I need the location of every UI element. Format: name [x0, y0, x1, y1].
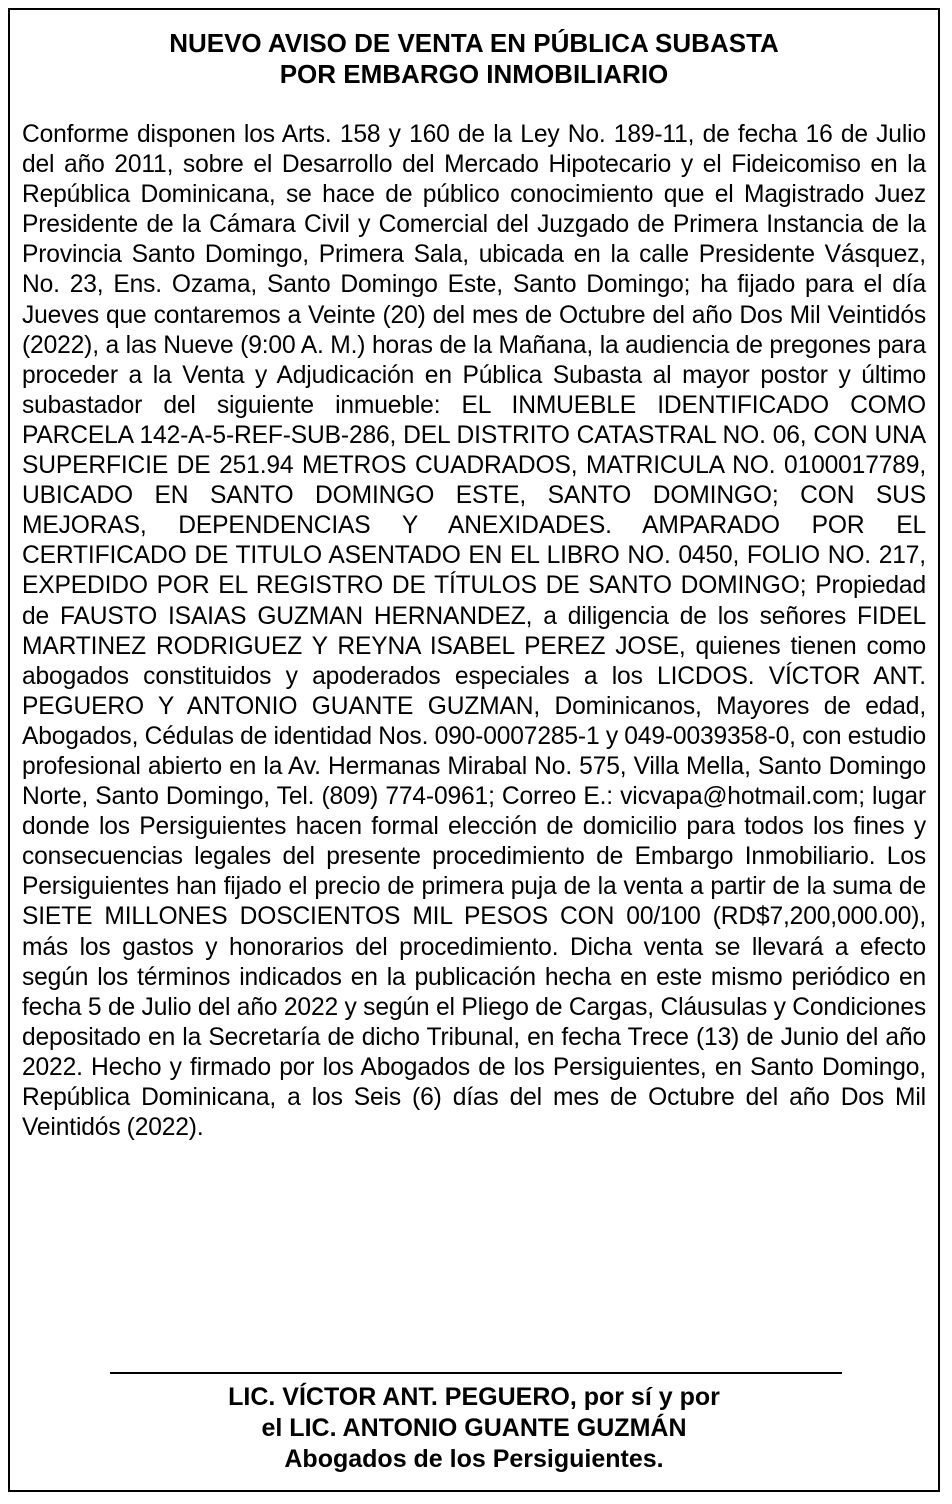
signature-block: [40, 1382, 908, 1475]
signature-line: [110, 1372, 842, 1374]
signature-line-3: Abogados de los Persiguientes.: [284, 1445, 664, 1473]
notice-body: Conforme disponen los Arts. 158 y 160 de la Ley No. 189-11, de fecha 16 de Julio del año 2011, sobre el Desarrollo del Mercado Hipotecario y el Fideicomiso en la República Dominicana, se hace de público conocimiento que el Magistrado Juez Presidente de la Cámara Civil y Comercial del Juzgado de Primera Instancia de la Provincia Santo Domingo, Primera Sala, ubicada en la calle Presidente Vásquez, No. 23, Ens. Ozama, Santo Domingo Este, Santo Domingo; ha fijado para el día Jueves que contaremos a Veinte (20) del mes de Octubre del año Dos Mil Veintidós (2022), a las Nueve (9:00 A. M.) horas de la Mañana, la audiencia de pregones para proceder a la Venta y Adjudicación en Pública Subasta al mayor postor y último subastador del siguiente inmueble: EL INMUEBLE IDENTIFICADO COMO PARCELA 142-A-5-REF-SUB-286, DEL DISTRITO CATASTRAL NO. 06, CON UNA SUPERFICIE DE 251.94 METROS CUADRADOS, MATRICULA NO. 0100017789, UBICADO EN SANTO DOMINGO ESTE, SANTO DOMINGO; CON SUS MEJORAS, DEPENDENCIAS Y ANEXIDADES. AMPARADO POR EL CERTIFICADO DE TITULO ASENTADO EN EL LIBRO NO. 0450, FOLIO NO. 217, EXPEDIDO POR EL REGISTRO DE TÍTULOS DE SANTO DOMINGO; Propiedad de FAUSTO ISAIAS GUZMAN HERNANDEZ, a diligencia de los señores FIDEL MARTINEZ RODRIGUEZ Y REYNA ISABEL PEREZ JOSE, quienes tienen como abogados constituidos y apoderados especiales a los LICDOS. VÍCTOR ANT. PEGUERO Y ANTONIO GUANTE GUZMAN, Dominicanos, Mayores de edad, Abogados, Cédulas de identidad Nos. 090-0007285-1 y 049-0039358-0, con estudio profesional abierto en la Av. Hermanas Mirabal No. 575, Villa Mella, Santo Domingo Norte, Santo Domingo, Tel. (809) 774-0961; Correo E.: vicvapa@hotmail.com; lugar donde los Persiguientes hacen formal elección de domicilio para todos los fines y consecuencias legales del presente procedimiento de Embargo Inmobiliario. Los Persiguientes han fijado el precio de primera puja de la venta a partir de la suma de SIETE MILLONES DOSCIENTOS MIL PESOS CON 00/100 (RD$7,200,000.00), más los gastos y honorarios del procedimiento. Dicha venta se llevará a efecto según los términos indicados en la publicación hecha en este mismo periódico en fecha 5 de Julio del año 2022 y según el Pliego de Cargas, Cláusulas y Condiciones depositado en la Secretaría de dicho Tribunal, en fecha Trece (13) de Junio del año 2022. Hecho y firmado por los Abogados de los Persiguientes, en Santo Domingo, República Dominicana, a los Seis (6) días del mes de Octubre del año Dos Mil Veintidós (2022).: [22, 121, 926, 1142]
title-line-1: NUEVO AVISO DE VENTA EN PÚBLICA SUBASTA: [169, 28, 779, 58]
title-line-2: POR EMBARGO INMOBILIARIO: [279, 59, 669, 89]
signature-line-1: LIC. VÍCTOR ANT. PEGUERO, por sí y por: [228, 1383, 720, 1411]
signature-line-2: el LIC. ANTONIO GUANTE GUZMÁN: [261, 1414, 687, 1442]
legal-notice: [8, 8, 940, 1492]
notice-title: [40, 28, 908, 90]
